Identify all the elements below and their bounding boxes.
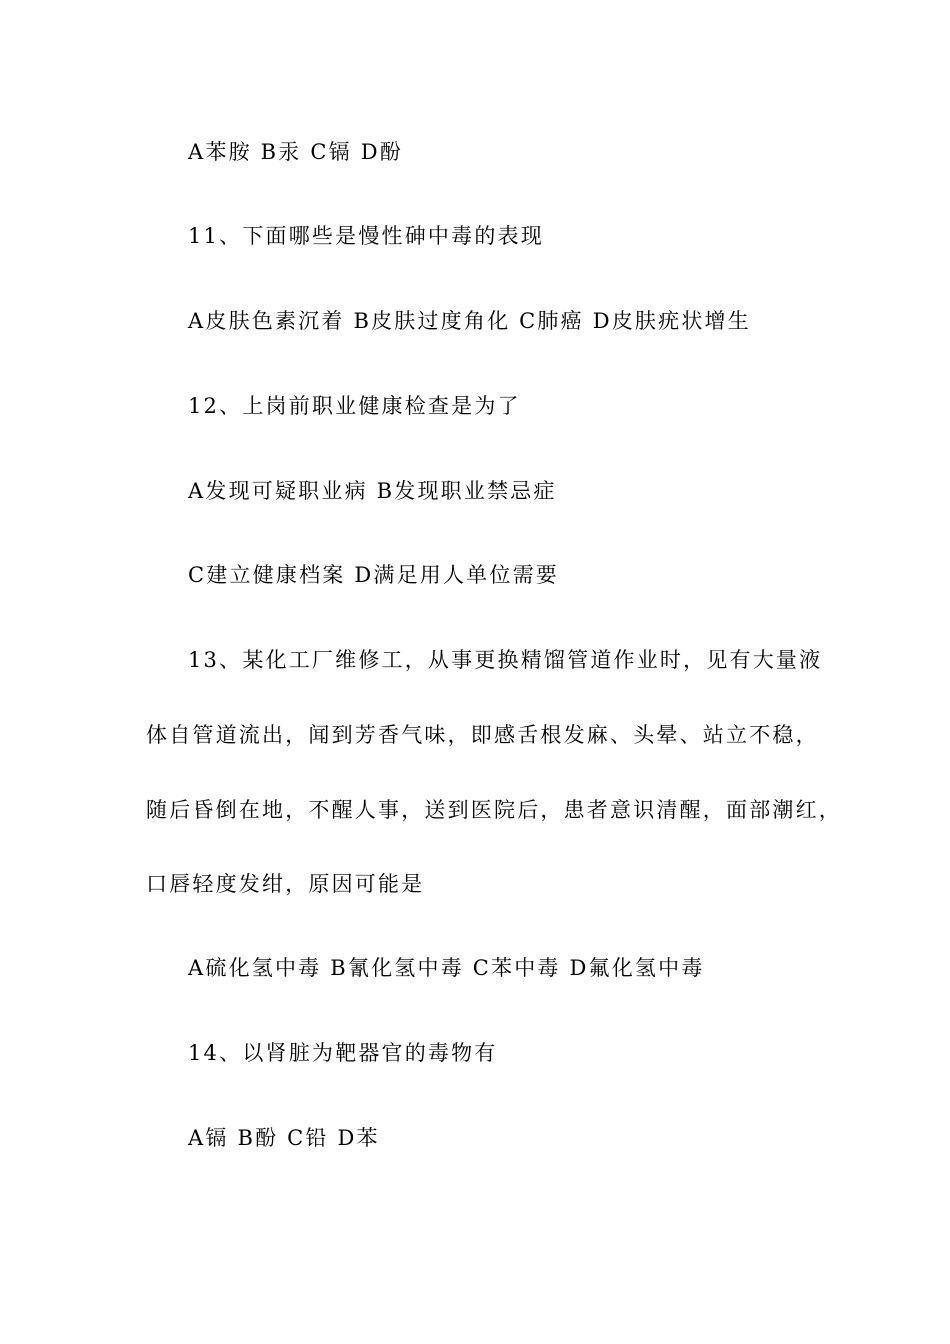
q13-question-line-2: 体自管道流出，闻到芳香气味，即感舌根发麻、头晕、站立不稳， xyxy=(146,723,819,747)
q12-options-cd: C建立健康档案 D满足用人单位需要 xyxy=(188,563,559,587)
q12-options-ab: A发现可疑职业病 B发现职业禁忌症 xyxy=(188,479,557,503)
q14-options: A镉 B酚 C铅 D苯 xyxy=(188,1126,380,1150)
q13-question-line-4: 口唇轻度发绀，原因可能是 xyxy=(146,872,425,896)
q11-options: A皮肤色素沉着 B皮肤过度角化 C肺癌 D皮肤疣状增生 xyxy=(188,309,751,333)
q14-question: 14、以肾脏为靶器官的毒物有 xyxy=(188,1041,498,1065)
q13-question-line-3: 随后昏倒在地，不醒人事，送到医院后，患者意识清醒，面部潮红， xyxy=(146,798,842,822)
q11-question: 11、下面哪些是慢性砷中毒的表现 xyxy=(188,224,544,248)
q13-question-line-1: 13、某化工厂维修工，从事更换精馏管道作业时，见有大量液 xyxy=(188,648,823,672)
q13-options: A硫化氢中毒 B氰化氢中毒 C苯中毒 D氟化氢中毒 xyxy=(188,956,705,980)
q10-options: A苯胺 B汞 C镉 D酚 xyxy=(188,140,403,164)
q12-question: 12、上岗前职业健康检查是为了 xyxy=(188,394,521,418)
